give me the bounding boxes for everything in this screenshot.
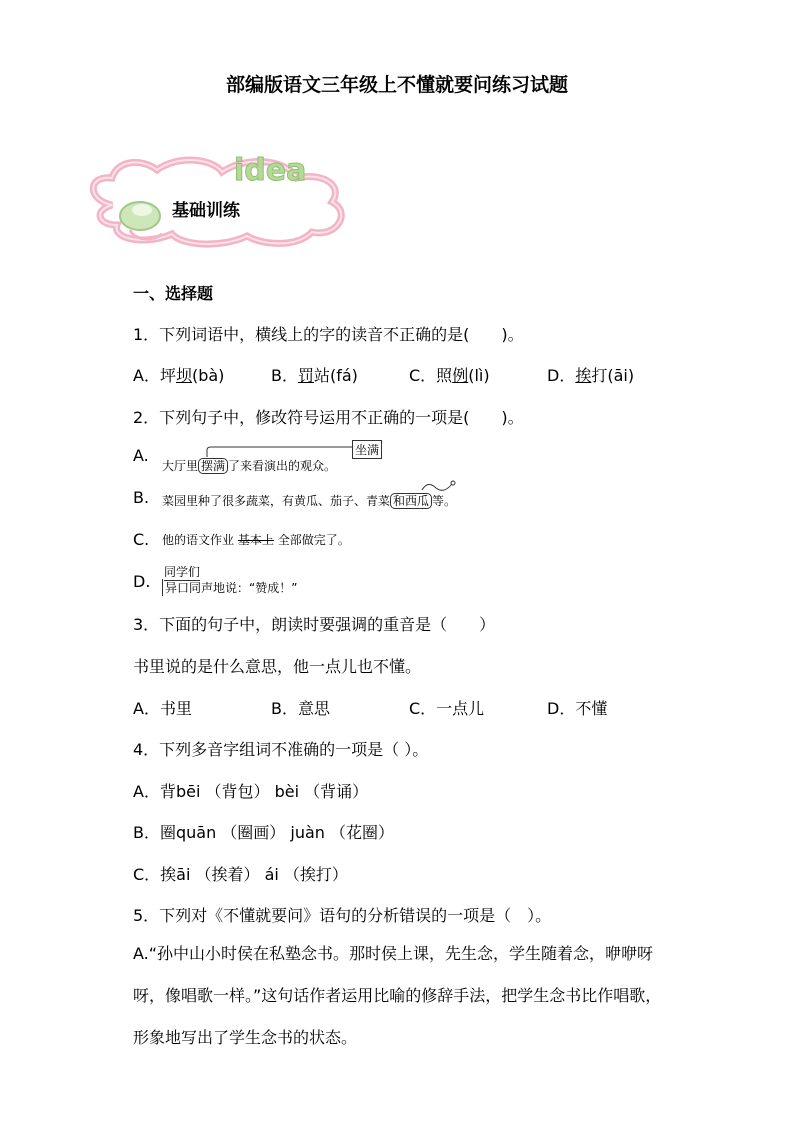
q2-a-insert-mark: 坐满 [352,440,382,459]
q1-option-c: C．照例(lì) [409,366,490,385]
q2-option-c: 他的语文作业 基本上 全部做完了。 [162,533,350,547]
q2-option-b: 菜园里种了很多蔬菜，有黄瓜、茄子、青菜 和西瓜 等。 [162,494,457,508]
page-title: 部编版语文三年级上不懂就要问练习试题 [225,74,568,96]
q3-option-b: B．意思 [271,699,330,718]
q4-option-a: A．背bēi （背包） bèi （背诵） [133,782,369,801]
q1-stem: 1．下列词语中，横线上的字的读音不正确的是( )。 [133,325,524,344]
q2-option-d-letter: D. [133,572,151,591]
q2-option-a: 大厅里 摆满 了来看演出的观众。 [162,459,337,473]
q1-option-b: B．罚站(fá) [271,366,358,385]
section-heading: 一、选择题 [133,284,214,303]
q2-d-insert-mark: 同学们 [164,565,201,579]
q3-stem: 3．下面的句子中，朗读时要强调的重音是（ ） [133,615,496,634]
q4-option-b: B．圈quān （圈画） juàn （花圈） [133,823,395,842]
q3-sentence: 书里说的是什么意思，他一点儿也不懂。 [133,657,422,676]
q2-option-c-letter: C. [133,530,150,549]
q3-option-a: A．书里 [133,699,192,718]
q2-option-a-letter: A. [133,446,149,465]
q3-option-c: C．一点儿 [409,699,485,718]
q2-option-d: 异口同声地说：“赞成！” [162,579,297,596]
q1-option-d: D．挨打(āi) [547,366,635,385]
q2-option-b-letter: B. [133,488,150,507]
q3-option-d: D．不懂 [547,699,608,718]
q4-stem: 4．下列多音字组词不准确的一项是（ ）。 [133,740,429,759]
q2-b-swap-mark [418,480,458,492]
idea-logo: idea [234,153,307,188]
q5-option-a: A.“孙中山小时侯在私塾念书。那时侯上课，先生念，学生随着念，咿咿呀呀，像唱歌一样。”这句话作者运用比喻的修辞手法，把学生念书比作唱歌，形象地写出了学生念书的状态。 [133,944,662,1047]
banner-label: 基础训练 [172,201,240,221]
q2-stem: 2．下列句子中，修改符号运用不正确的一项是( )。 [133,408,524,427]
section-banner [82,150,382,250]
q1-option-a: A．坪坝(bà) [133,366,225,385]
q4-option-c: C．挨āi （挨着） ái （挨打） [133,865,348,884]
q5-stem: 5．下列对《不懂就要问》语句的分析错误的一项是（ ）。 [133,906,552,925]
